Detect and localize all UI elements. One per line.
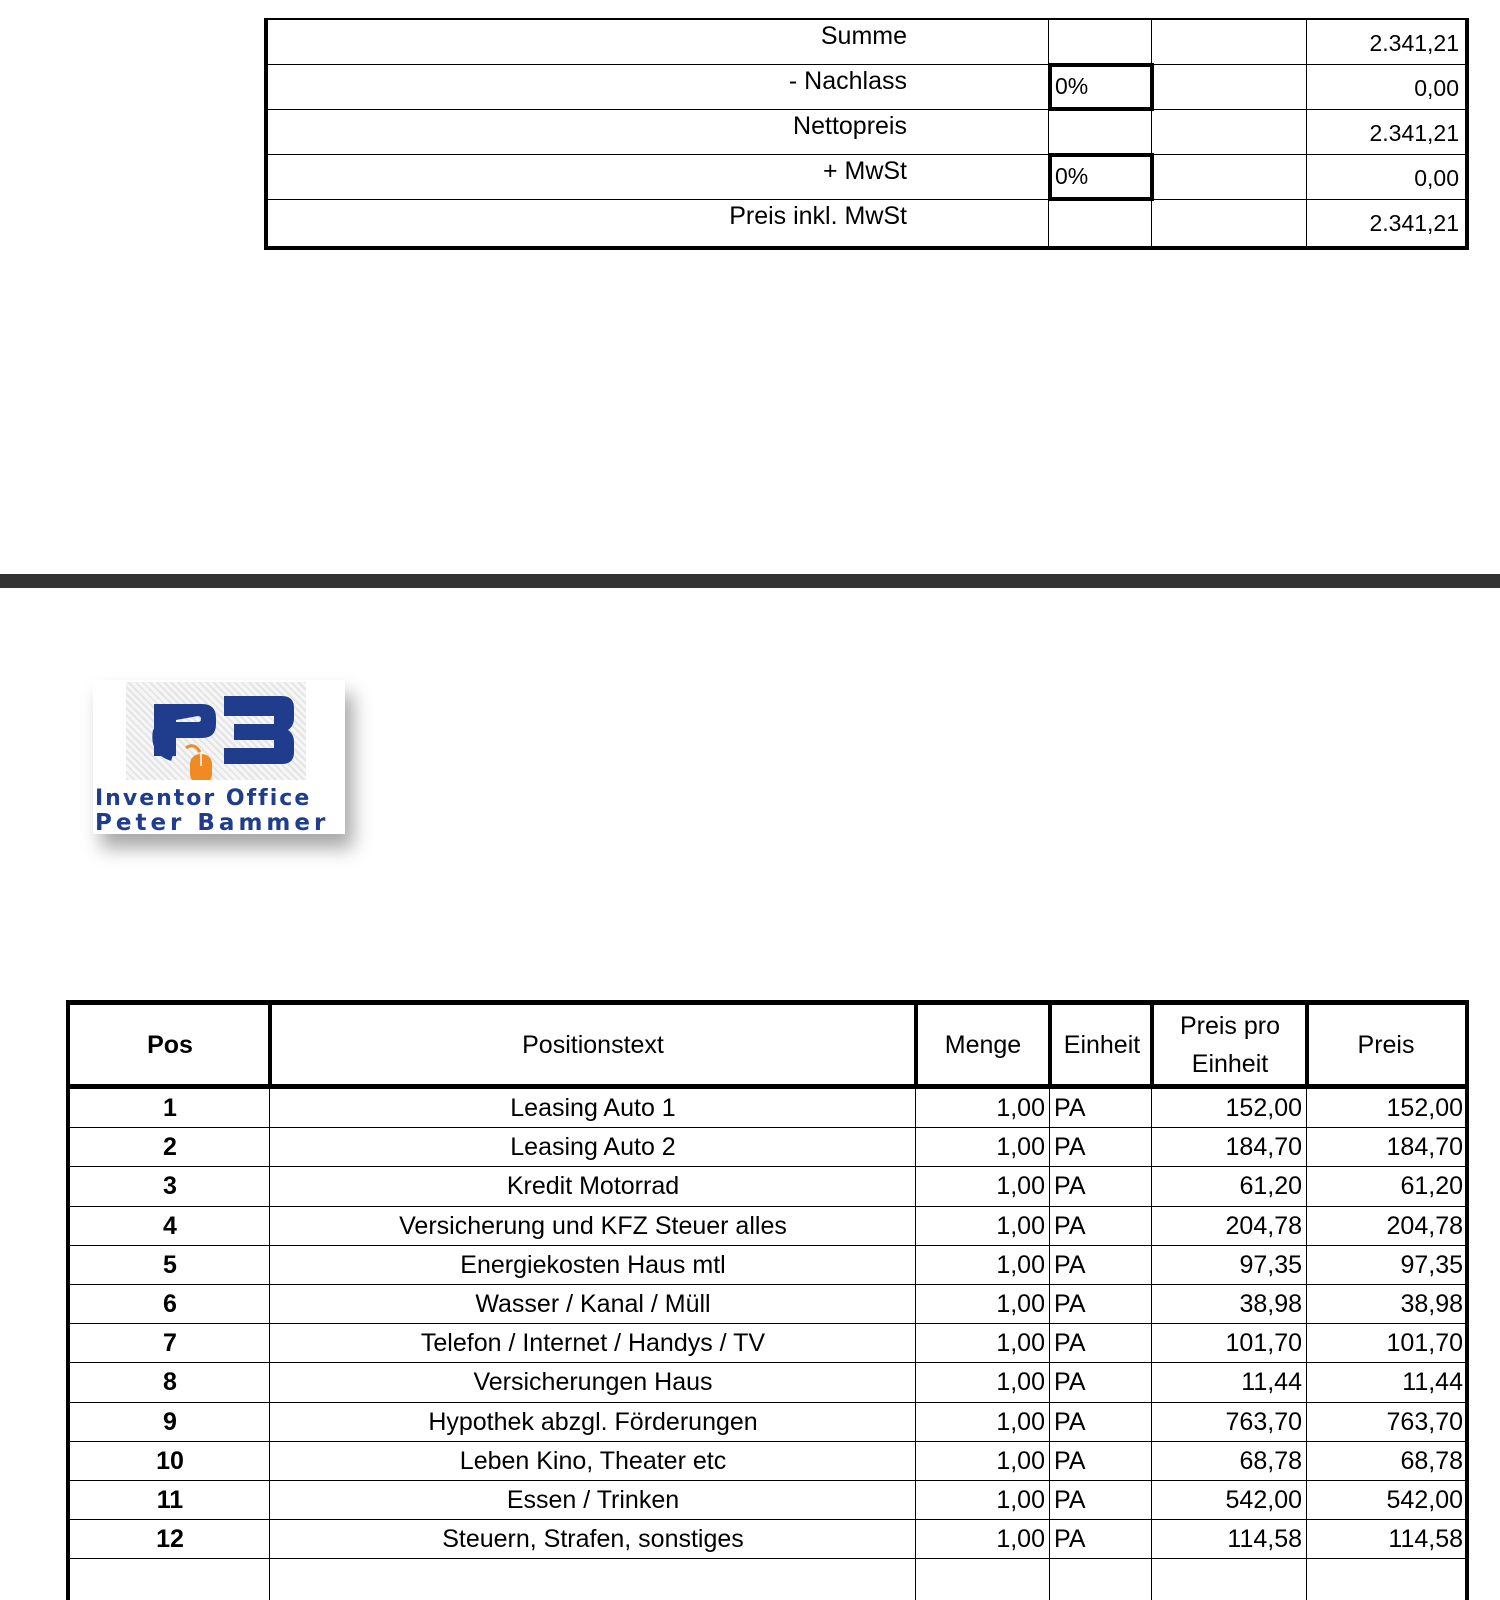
- header-ppe-line-1: Preis pro: [1179, 1011, 1281, 1040]
- cell-preis-pro-einheit: 11,44: [1241, 1368, 1302, 1397]
- table-row: [70, 1324, 1465, 1363]
- cell-preis-pro-einheit: 184,70: [1225, 1133, 1302, 1162]
- cell-preis-pro-einheit: 61,20: [1239, 1172, 1302, 1201]
- cell-menge: 1,00: [996, 1368, 1045, 1397]
- cell-menge: 1,00: [996, 1133, 1045, 1162]
- totals-label: Preis inkl. MwSt: [729, 202, 907, 230]
- cell-pos: 9: [163, 1407, 177, 1436]
- cell-preis: 101,70: [1386, 1329, 1463, 1358]
- cell-pos: 6: [163, 1290, 177, 1318]
- cell-einheit: PA: [1054, 1172, 1086, 1201]
- cell-pos: 12: [156, 1525, 184, 1554]
- nachlass-percent-field[interactable]: 0%: [1048, 63, 1154, 111]
- table-row: [70, 1167, 1465, 1206]
- cell-preis-pro-einheit: 204,78: [1225, 1211, 1302, 1240]
- cell-pos: 7: [163, 1329, 177, 1358]
- cell-positionstext: Essen / Trinken: [506, 1486, 680, 1514]
- cell-preis-pro-einheit: 114,58: [1227, 1525, 1302, 1554]
- cell-positionstext: Leasing Auto 1: [510, 1094, 676, 1122]
- totals-value: 2.341,21: [1369, 30, 1459, 56]
- table-row: [70, 1363, 1465, 1402]
- totals-row-nachlass: [268, 65, 1465, 110]
- totals-value: 0,00: [1414, 165, 1459, 191]
- logo-line-2: Peter Bammer: [95, 810, 330, 836]
- totals-label: + MwSt: [822, 157, 907, 185]
- cell-einheit: PA: [1054, 1290, 1086, 1318]
- cell-positionstext: Steuern, Strafen, sonstiges: [442, 1525, 744, 1554]
- cell-einheit: PA: [1054, 1094, 1086, 1122]
- cell-positionstext: Hypothek abzgl. Förderungen: [428, 1407, 758, 1436]
- company-logo: [93, 680, 345, 834]
- logo-line-1: Inventor Office: [95, 786, 312, 811]
- header-preis-pro-einheit: [1153, 1005, 1307, 1084]
- cell-preis: 184,70: [1386, 1133, 1463, 1162]
- mwst-percent-field[interactable]: 0%: [1048, 153, 1154, 201]
- cell-einheit: PA: [1054, 1133, 1086, 1162]
- cell-preis: 204,78: [1386, 1211, 1463, 1240]
- header-pos: Pos: [147, 1030, 193, 1059]
- cell-preis: 61,20: [1400, 1172, 1463, 1201]
- cell-pos: 1: [163, 1094, 177, 1122]
- cell-preis-pro-einheit: 38,98: [1239, 1290, 1302, 1318]
- table-row: [70, 1246, 1465, 1285]
- totals-label: Nettopreis: [793, 112, 907, 140]
- cell-pos: 4: [163, 1211, 177, 1240]
- cell-preis: 152,00: [1386, 1094, 1463, 1122]
- totals-label: Summe: [820, 22, 907, 50]
- cell-menge: 1,00: [996, 1486, 1045, 1514]
- table-row: [70, 1442, 1465, 1481]
- cell-pos: 8: [163, 1368, 177, 1397]
- cell-positionstext: Wasser / Kanal / Müll: [475, 1290, 711, 1318]
- totals-value: 2.341,21: [1369, 210, 1459, 236]
- cell-einheit: PA: [1054, 1486, 1086, 1514]
- page-divider: [0, 574, 1500, 588]
- table-row: [70, 1285, 1465, 1324]
- header-ppe-line-2: Einheit: [1191, 1049, 1269, 1078]
- cell-menge: 1,00: [996, 1525, 1045, 1554]
- cell-preis: 97,35: [1400, 1250, 1463, 1279]
- totals-row-mwst: [268, 155, 1465, 200]
- table-header: [70, 1000, 1465, 1089]
- cell-preis: 11,44: [1402, 1368, 1463, 1397]
- cell-positionstext: Energiekosten Haus mtl: [460, 1250, 726, 1279]
- cell-pos: 3: [163, 1172, 177, 1201]
- cell-menge: 1,00: [996, 1290, 1045, 1318]
- cell-menge: 1,00: [996, 1172, 1045, 1201]
- cell-positionstext: Telefon / Internet / Handys / TV: [420, 1329, 766, 1358]
- cell-preis-pro-einheit: 542,00: [1225, 1486, 1302, 1514]
- header-preis: Preis: [1357, 1030, 1415, 1059]
- cell-pos: 11: [156, 1486, 184, 1514]
- cell-preis-pro-einheit: 152,00: [1225, 1094, 1302, 1122]
- cell-preis: 114,58: [1388, 1525, 1463, 1554]
- totals-table: [264, 18, 1469, 250]
- table-row: [70, 1481, 1465, 1520]
- totals-label: - Nachlass: [788, 67, 907, 95]
- totals-value: 0,00: [1414, 75, 1459, 101]
- cell-pos: 5: [163, 1250, 177, 1279]
- cell-positionstext: Versicherung und KFZ Steuer alles: [399, 1211, 787, 1240]
- logo-mark: [126, 682, 306, 780]
- cell-positionstext: Leben Kino, Theater etc: [459, 1446, 727, 1475]
- table-row: [70, 1207, 1465, 1246]
- cell-einheit: PA: [1054, 1211, 1086, 1240]
- totals-row-summe: [268, 20, 1465, 65]
- header-einheit: Einheit: [1063, 1030, 1141, 1059]
- cell-menge: 1,00: [996, 1329, 1045, 1358]
- p3-logo-icon: [126, 682, 306, 780]
- cell-positionstext: Leasing Auto 2: [510, 1133, 676, 1162]
- cell-menge: 1,00: [996, 1407, 1045, 1436]
- cell-einheit: PA: [1054, 1407, 1086, 1436]
- totals-value: 2.341,21: [1369, 120, 1459, 146]
- cell-menge: 1,00: [996, 1094, 1045, 1122]
- cell-preis-pro-einheit: 101,70: [1225, 1329, 1302, 1358]
- cell-preis: 68,78: [1400, 1446, 1463, 1475]
- totals-row-preis-inkl-mwst: [268, 200, 1465, 245]
- cell-einheit: PA: [1054, 1368, 1086, 1397]
- cell-preis: 542,00: [1386, 1486, 1463, 1514]
- cell-preis: 763,70: [1386, 1407, 1463, 1436]
- cell-positionstext: Kredit Motorrad: [506, 1172, 680, 1201]
- header-menge: Menge: [944, 1030, 1022, 1059]
- table-row: [70, 1089, 1465, 1128]
- table-row: [70, 1403, 1465, 1442]
- table-row: [70, 1128, 1465, 1167]
- cell-pos: 2: [163, 1133, 177, 1162]
- cell-menge: 1,00: [996, 1211, 1045, 1240]
- cell-preis: 38,98: [1400, 1290, 1463, 1318]
- cell-pos: 10: [156, 1446, 184, 1475]
- table-row: [70, 1520, 1465, 1559]
- cell-positionstext: Versicherungen Haus: [473, 1368, 713, 1397]
- cell-preis-pro-einheit: 97,35: [1239, 1250, 1302, 1279]
- header-positionstext: Positionstext: [522, 1030, 664, 1059]
- cell-einheit: PA: [1054, 1446, 1086, 1475]
- cell-menge: 1,00: [996, 1250, 1045, 1279]
- positions-table: [66, 1000, 1469, 1600]
- cell-menge: 1,00: [996, 1446, 1045, 1475]
- totals-row-nettopreis: [268, 110, 1465, 155]
- cell-einheit: PA: [1054, 1250, 1086, 1279]
- cell-preis-pro-einheit: 763,70: [1225, 1407, 1302, 1436]
- cell-preis-pro-einheit: 68,78: [1239, 1446, 1302, 1475]
- cell-einheit: PA: [1054, 1329, 1086, 1358]
- cell-einheit: PA: [1054, 1525, 1086, 1554]
